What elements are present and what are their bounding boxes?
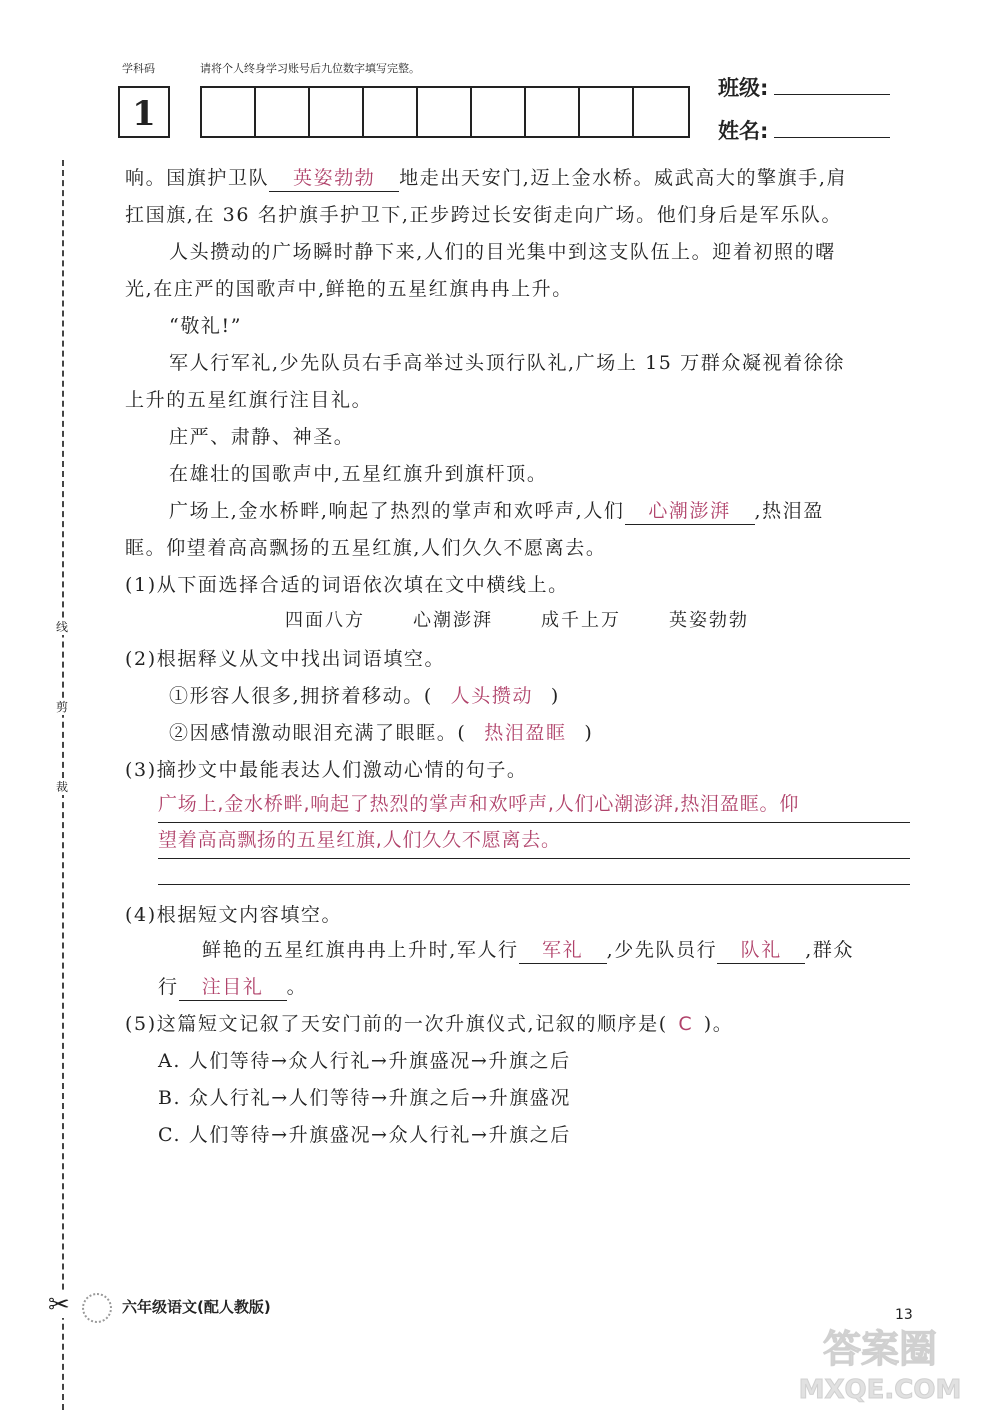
question-2-2: ②因感情激动眼泪充满了眼眶。( 热泪盈眶 ) — [125, 715, 969, 752]
name-field[interactable] — [774, 115, 890, 138]
passage-line: 扛国旗,在 36 名护旗手护卫下,正步跨过长安街走向广场。他们身后是军乐队。 — [125, 204, 843, 226]
page-number: 13 — [895, 1307, 913, 1323]
word-option: 四面八方 — [285, 610, 365, 631]
answer-line: 广场上,金水桥畔,响起了热烈的掌声和欢呼声,人们心潮澎湃,热泪盈眶。仰 — [158, 786, 910, 823]
digit-cell[interactable] — [472, 88, 526, 136]
blank-answer: 军礼 — [519, 937, 607, 964]
watermark-top-text: 答案圈 — [822, 1327, 938, 1371]
scissors-icon: ✂ — [48, 1290, 70, 1320]
answer-text: C — [678, 1013, 694, 1035]
question-3: (3)摘抄文中最能表达人们激动心情的句子。 — [125, 759, 528, 781]
question-4-sentence: 鲜艳的五星红旗冉冉上升时,军人行 军礼 ,少先队员行 队礼 ,群众 — [125, 932, 1000, 969]
passage-line: 广场上,金水桥畔,响起了热烈的掌声和欢呼声,人们 心潮澎湃 ,热泪盈 — [125, 493, 969, 530]
cut-mark-cut: 剪 — [52, 698, 72, 715]
class-label: 班级: — [718, 76, 769, 100]
word-option: 英姿勃勃 — [669, 610, 749, 631]
answer-line: 望着高高飘扬的五星红旗,人们久久不愿离去。 — [158, 822, 910, 859]
word-options — [285, 606, 797, 632]
cut-mark-trim: 裁 — [52, 778, 72, 795]
blank-answer: 心潮澎湃 — [625, 498, 755, 525]
subject-code-box: 1 — [118, 86, 170, 138]
question-5: (5)这篇短文记叙了天安门前的一次升旗仪式,记叙的顺序是( C )。 — [125, 1006, 925, 1043]
word-option: 成千上万 — [541, 610, 621, 631]
passage-line: 在雄壮的国歌声中,五星红旗升到旗杆顶。 — [169, 463, 548, 485]
account-digit-boxes[interactable] — [200, 86, 690, 138]
blank-answer: 注目礼 — [179, 974, 287, 1001]
option-a: A. 人们等待→众人行礼→升旗盛况→升旗之后 — [158, 1050, 571, 1072]
passage-line: 光,在庄严的国歌声中,鲜艳的五星红旗冉冉上升。 — [125, 278, 573, 300]
passage-line: 庄严、肃静、神圣。 — [169, 426, 355, 448]
subject-code-label: 学科码 — [122, 62, 155, 75]
question-4: (4)根据短文内容填空。 — [125, 904, 343, 926]
blank-answer: 英姿勃勃 — [269, 165, 399, 192]
digit-cell[interactable] — [310, 88, 364, 136]
account-instruction: 请将个人终身学习账号后九位数字填写完整。 — [200, 62, 420, 75]
blank-answer: 队礼 — [717, 937, 805, 964]
passage-line: 上升的五星红旗行注目礼。 — [125, 389, 373, 411]
watermark-logo — [780, 1320, 980, 1406]
answer-line-empty[interactable] — [158, 884, 910, 885]
passage-line: 响。国旗护卫队 英姿勃勃 地走出天安门,迈上金水桥。威武高大的擎旗手,肩 — [125, 160, 925, 197]
digit-cell[interactable] — [634, 88, 688, 136]
digit-cell[interactable] — [580, 88, 634, 136]
book-title: 六年级语文(配人教版) — [122, 1298, 271, 1316]
option-c: C. 人们等待→升旗盛况→众人行礼→升旗之后 — [158, 1124, 571, 1146]
passage-line: 军人行军礼,少先队员右手高举过头顶行队礼,广场上 15 万群众凝视着徐徐 — [169, 352, 845, 374]
question-1: (1)从下面选择合适的词语依次填在文中横线上。 — [125, 574, 569, 596]
class-field[interactable] — [774, 72, 890, 95]
answer-text: 人头攒动 — [450, 685, 534, 707]
passage-line: “敬礼!” — [169, 315, 243, 337]
answer-text: 热泪盈眶 — [484, 722, 567, 744]
digit-cell[interactable] — [256, 88, 310, 136]
digit-cell[interactable] — [526, 88, 580, 136]
digit-cell[interactable] — [202, 88, 256, 136]
option-b: B. 众人行礼→人们等待→升旗之后→升旗盛况 — [158, 1087, 572, 1109]
question-2-1: ①形容人很多,拥挤着移动。( 人头攒动 ) — [125, 678, 969, 715]
passage-line: 眶。仰望着高高飘扬的五星红旗,人们久久不愿离去。 — [125, 537, 607, 559]
cut-mark-line: 线 — [52, 618, 72, 635]
question-4-sentence-cont: 行 注目礼 。 — [125, 969, 958, 1006]
word-option: 心潮澎湃 — [413, 610, 493, 631]
passage-line: 人头攒动的广场瞬时静下来,人们的目光集中到这支队伍上。迎着初照的曙 — [169, 241, 836, 263]
name-label: 姓名: — [718, 119, 769, 143]
question-2: (2)根据释义从文中找出词语填空。 — [125, 648, 446, 670]
digit-cell[interactable] — [364, 88, 418, 136]
book-logo-icon — [82, 1293, 112, 1323]
digit-cell[interactable] — [418, 88, 472, 136]
watermark-bottom-text: MXQE.COM — [798, 1375, 962, 1405]
